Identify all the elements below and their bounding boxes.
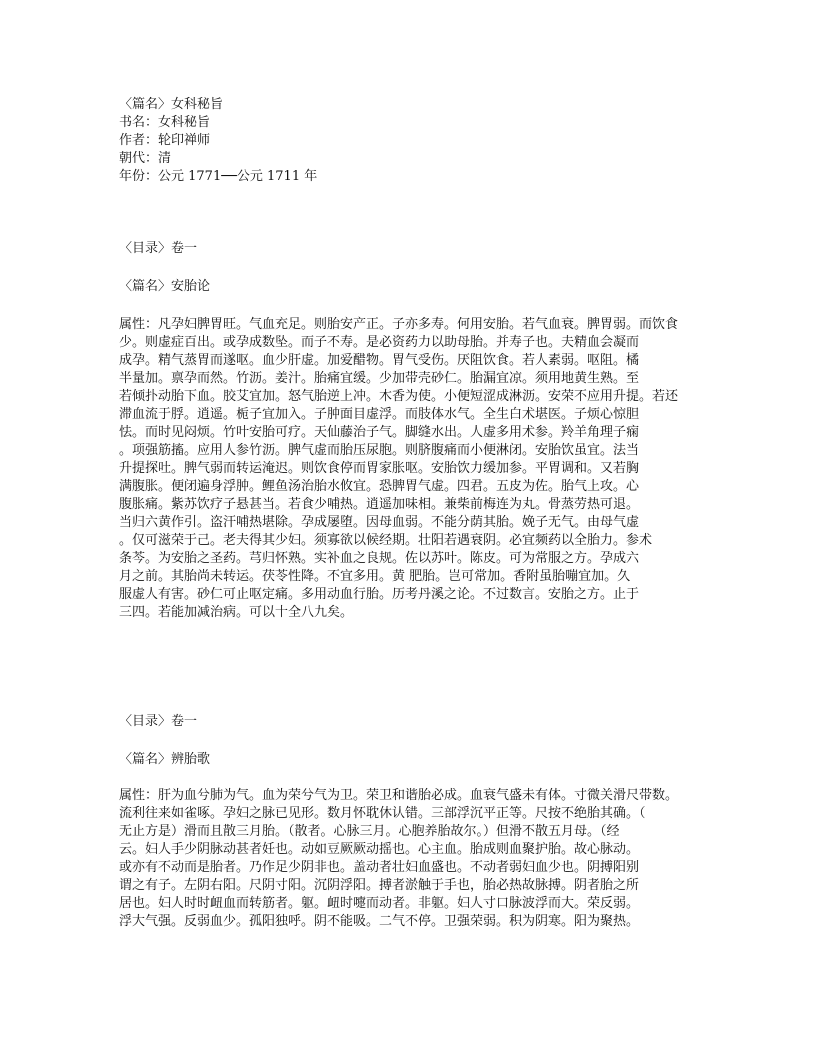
body-line: 。仅可滋荣于己。老夫得其少妇。须寡欲以候经期。壮阳若遇衰阴。必宜频药以全胎力。参术: [119, 533, 653, 548]
body-line: 服虚人有害。砂仁可止呕定痛。多用动血行胎。历考丹溪之论。不过数言。安胎之方。止于: [119, 587, 640, 602]
body-line: 若倾扑动胎下血。胶艾宜加。怒气胎逆上冲。木香为使。小便短涩成淋沥。安荣不应用升提。若还: [119, 389, 679, 404]
body-line: 或亦有不动而是胎者。乃作足少阴非也。盖动者壮妇血盛也。不动者弱妇血少也。阴搏阳别: [119, 860, 640, 875]
body-line: 无止方是）滑而且散三月胎。（散者。心脉三月。心胞养胎故尔。）但滑不散五月母。（经: [119, 824, 620, 839]
body-line: 月之前。其胎尚未转运。茯苓性降。不宜多用。黄 肥胎。岂可常加。香附虽胎嘣宜加。久: [119, 569, 631, 584]
toc-line: 〈目录〉卷一: [119, 241, 198, 256]
section-toc-heading: [119, 713, 709, 731]
section-title-heading: [119, 278, 709, 296]
year-line: 年份：公元 1771──公元 1711 年: [119, 169, 318, 184]
body-line: 满腹胀。便闭遍身浮肿。鲤鱼汤治胎水攸宜。恐脾胃气虚。四君。五皮为佐。胎气上攻。心: [119, 479, 640, 494]
body-line: 少。则虚症百出。或孕成数坠。而子不寿。是必资药力以助母胎。并寿子也。夫精血会凝而: [119, 335, 640, 350]
chapter-title: 〈篇名〉辨胎歌: [119, 752, 211, 767]
body-line: 属性：肝为血兮肺为气。血为荣兮气为卫。荣卫和谐胎必成。血衰气盛未有体。寸微关滑尺带数。: [119, 788, 679, 803]
body-line: 三四。若能加减治病。可以十全八九矣。: [119, 605, 354, 620]
dynasty-line: 朝代：清: [119, 151, 172, 166]
book-title-line: 〈篇名〉女科秘旨: [119, 97, 224, 112]
section-body: [119, 787, 709, 931]
body-line: 。项强筋搐。应用人参竹沥。脾气虚而胎压尿胞。则脐腹痛而小便淋闭。安胎饮虽宜。法当: [119, 443, 640, 458]
section-toc-heading: [119, 240, 709, 258]
book-name-line: 书名：女科秘旨: [119, 115, 211, 130]
body-line: 属性：凡孕妇脾胃旺。气血充足。则胎安产正。子亦多寿。何用安胎。若气血衰。脾胃弱。而饮食: [119, 317, 679, 332]
body-line: 当归六黄作引。盗汗哺热堪除。孕成屡堕。因母血弱。不能分荫其胎。娩子无气。由母气虚: [119, 515, 640, 530]
body-line: 居也。妇人时时衄血而转筋者。躯。衄时嚏而动者。非躯。妇人寸口脉波浮而大。荣反弱。: [119, 896, 640, 911]
body-line: 成孕。精气蒸胃而遂呕。血少肝虚。加爱醋物。胃气受伤。厌阻饮食。若人素弱。呕阻。橘: [119, 353, 640, 368]
toc-line: 〈目录〉卷一: [119, 714, 198, 729]
author-line: 作者：轮印禅师: [119, 133, 211, 148]
body-line: 怯。而时见闷烦。竹叶安胎可疗。天仙藤治子气。脚缝水出。人虚多用术参。羚羊角理子痫: [119, 425, 640, 440]
body-line: 条芩。为安胎之圣药。芎归怀熟。实补血之良规。佐以苏叶。陈皮。可为常服之方。孕成六: [119, 551, 640, 566]
chapter-title: 〈篇名〉安胎论: [119, 279, 211, 294]
section-body: [119, 316, 709, 622]
body-line: 流利往来如雀啄。孕妇之脉已见形。数月怀耽休认错。三部浮沉平正等。尺按不绝胎其确。（: [119, 806, 646, 821]
body-line: 云。妇人手少阴脉动甚者妊也。动如豆厥厥动摇也。心主血。胎成则血聚护胎。故心脉动。: [119, 842, 640, 857]
body-line: 浮大气强。反弱血少。孤阳独呼。阴不能吸。二气不停。卫强荣弱。积为阴寒。阳为聚热。: [119, 914, 640, 929]
section-title-heading: [119, 751, 709, 769]
body-line: 谓之有子。左阴右阳。尺阴寸阳。沉阴浮阳。搏者淤触于手也，胎必热故脉搏。阴者胎之所: [119, 878, 640, 893]
body-line: 腹胀痛。紫苏饮疗子悬甚当。若食少哺热。逍遥加味相。兼柴前梅连为丸。骨蒸劳热可退。: [119, 497, 640, 512]
body-line: 升提探吐。脾气弱而转运淹迟。则饮食停而胃家胀呕。安胎饮力缓加参。平胃调和。又若胸: [119, 461, 640, 476]
book-metadata: [119, 96, 709, 186]
body-line: 滞血流于脬。逍遥。栀子宜加入。子肿面目虚浮。而肢体水气。全生白术堪医。子烦心惊胆: [119, 407, 640, 422]
body-line: 半量加。禀孕而然。竹沥。姜汁。胎痛宜缓。少加带壳砂仁。胎漏宜凉。须用地黄生熟。至: [119, 371, 640, 386]
